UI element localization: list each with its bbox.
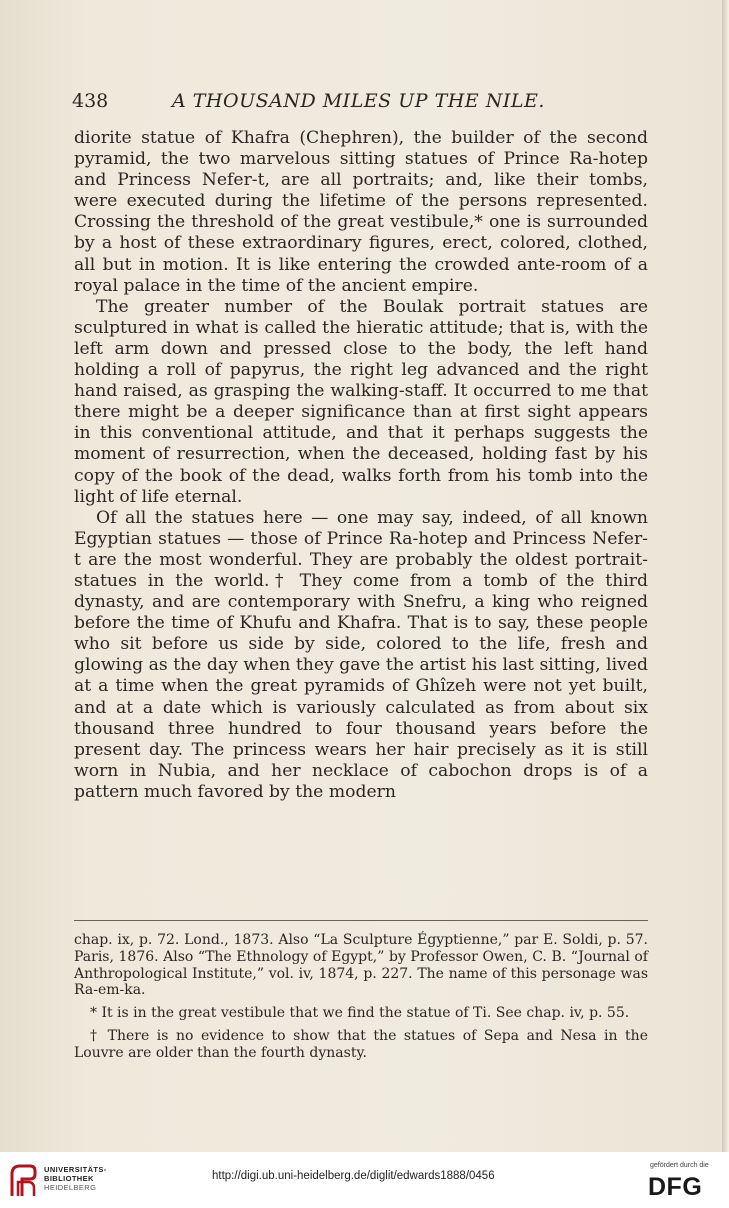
viewer-footer xyxy=(0,1152,729,1208)
library-name xyxy=(44,1165,107,1192)
page-number: 438 xyxy=(72,90,109,112)
body-text xyxy=(74,128,648,803)
paragraph-ra-hotep-statues: Of all the statues here — one may say, indeed, of all known Egyptian statues — those of Prince Ra-hotep and Princess Nefer-t are the most wonderful. They are probably the oldest portrait-statues in the world.† They come from a tomb of the third dynasty, and are contemporary with Snefru, a king who reigned before the time of Khufu and Khafra. That is to say, these people who sit before us side by side, colored to the life, fresh and glowing as the day when they gave the artist his last sitting, lived at a time when the great pyramids of Ghîzeh were not yet built, and at a date which is variously calculated as from about six thousand three hundred to four thousand years before the present day. The princess wears her hair precisely as it is still worn in Nubia, and her necklace of cabochon drops is of a pattern much favored by the modern xyxy=(74,507,648,802)
paragraph-hieratic-attitude: The greater number of the Boulak portrait statues are sculptured in what is called the hieratic attitude; that is, with the left arm down and pressed close to the body, the left hand holding a roll of papyrus, the right leg advanced and the right hand raised, as grasping the walking-staff. It occurred to me that there might be a deeper significance than at first sight appears in this conventional attitude, and that it perhaps suggests the moment of resurrection, when the deceased, holding fast by his copy of the book of the dead, walks forth from his tomb into the light of life eternal. xyxy=(74,296,648,507)
footnote-continued: chap. ix, p. 72. Lond., 1873. Also “La Sculpture Égyptienne,” par E. Soldi, p. 57. Paris, 1876. Also “The Ethnology of Egypt,” by Professor Owen, C. B. “Journal of Anthropological Institute,” vol. iv, 1874, p. 227. The name of this personage was Ra-em-ka. xyxy=(74,932,648,999)
running-head xyxy=(72,88,672,114)
sponsor-text: gefördert durch die xyxy=(650,1162,709,1169)
footnotes xyxy=(74,932,648,1068)
dfg-logo[interactable]: DFG xyxy=(648,1173,703,1201)
footnote-rule xyxy=(74,920,648,921)
footnote-star: * It is in the great vestibule that we find the statue of Ti. See chap. iv, p. 55. xyxy=(90,1005,630,1022)
library-name-line: BIBLIOTHEK xyxy=(44,1174,94,1183)
library-name-line: HEIDELBERG xyxy=(44,1183,97,1192)
heidelberg-library-icon[interactable] xyxy=(8,1162,38,1198)
footnote-dagger: † There is no evidence to show that the statues of Sepa and Nesa in the Louvre are older than the fourth dynasty. xyxy=(74,1027,648,1061)
permalink-url[interactable]: http://digi.ub.uni-heidelberg.de/diglit/edwards1888/0456 xyxy=(212,1170,495,1182)
paragraph-continued: diorite statue of Khafra (Chephren), the builder of the second pyramid, the two marvelous sitting statues of Prince Ra-hotep and Princess Nefer-t, are all portraits; and, like their tombs, were executed during the lifetime of the persons represented. Crossing the threshold of the great vestibule,* one is surrounded by a host of these extraordinary figures, erect, colored, clothed, all but in motion. It is like entering the crowded ante-room of a royal palace in the time of the ancient empire. xyxy=(74,128,648,296)
running-title: A THOUSAND MILES UP THE NILE. xyxy=(172,90,545,112)
page-edge xyxy=(722,0,729,1156)
library-name-line: UNIVERSITÄTS- xyxy=(44,1165,107,1174)
